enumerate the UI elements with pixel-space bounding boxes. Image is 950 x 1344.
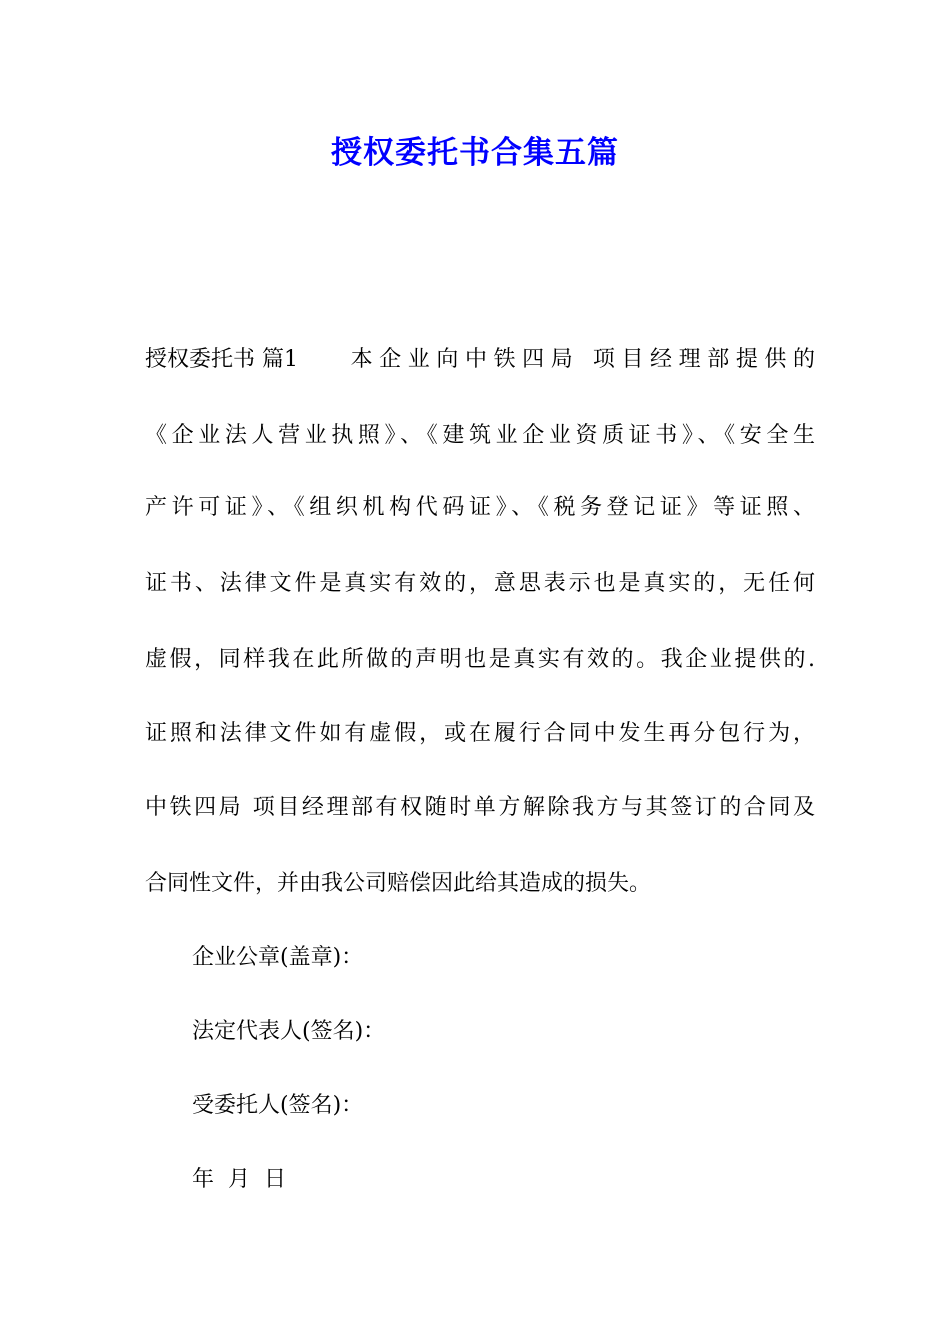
paragraph-line-7: 中铁四局 项目经理部有权随时单方解除我方与其签订的合同及 [145, 795, 815, 820]
legal-representative-label: 法定代表人(签名)： [192, 1019, 386, 1044]
document-title: 授权委托书合集五篇 [331, 135, 619, 171]
paragraph-line-3: 产许可证》、《组织机构代码证》、《税务登记证》等证照、 [145, 495, 815, 520]
company-seal-label: 企业公章(盖章)： [192, 945, 364, 970]
paragraph-line-1-text: 本企业向中铁四局 项目经理部提供的 [344, 347, 815, 372]
paragraph-line-4: 证书、法律文件是真实有效的，意思表示也是真实的，无任何 [145, 571, 815, 596]
section-heading: 授权委托书 篇1 [145, 347, 298, 372]
paragraph-line-5: 虚假，同样我在此所做的声明也是真实有效的。我企业提供的. [145, 647, 815, 672]
paragraph-line-6: 证照和法律文件如有虚假，或在履行合同中发生再分包行为， [145, 721, 815, 746]
date-month: 月 [228, 1167, 251, 1192]
agent-label: 受委托人(签名)： [192, 1093, 364, 1118]
paragraph-line-2: 《企业法人营业执照》、《建筑业企业资质证书》、《安全生 [145, 423, 815, 448]
paragraph-line-1 [145, 342, 815, 378]
date-line [192, 1162, 300, 1198]
date-year: 年 [192, 1167, 215, 1192]
date-day: 日 [264, 1167, 287, 1192]
paragraph-line-8: 合同性文件，并由我公司赔偿因此给其造成的损失。 [145, 871, 652, 896]
